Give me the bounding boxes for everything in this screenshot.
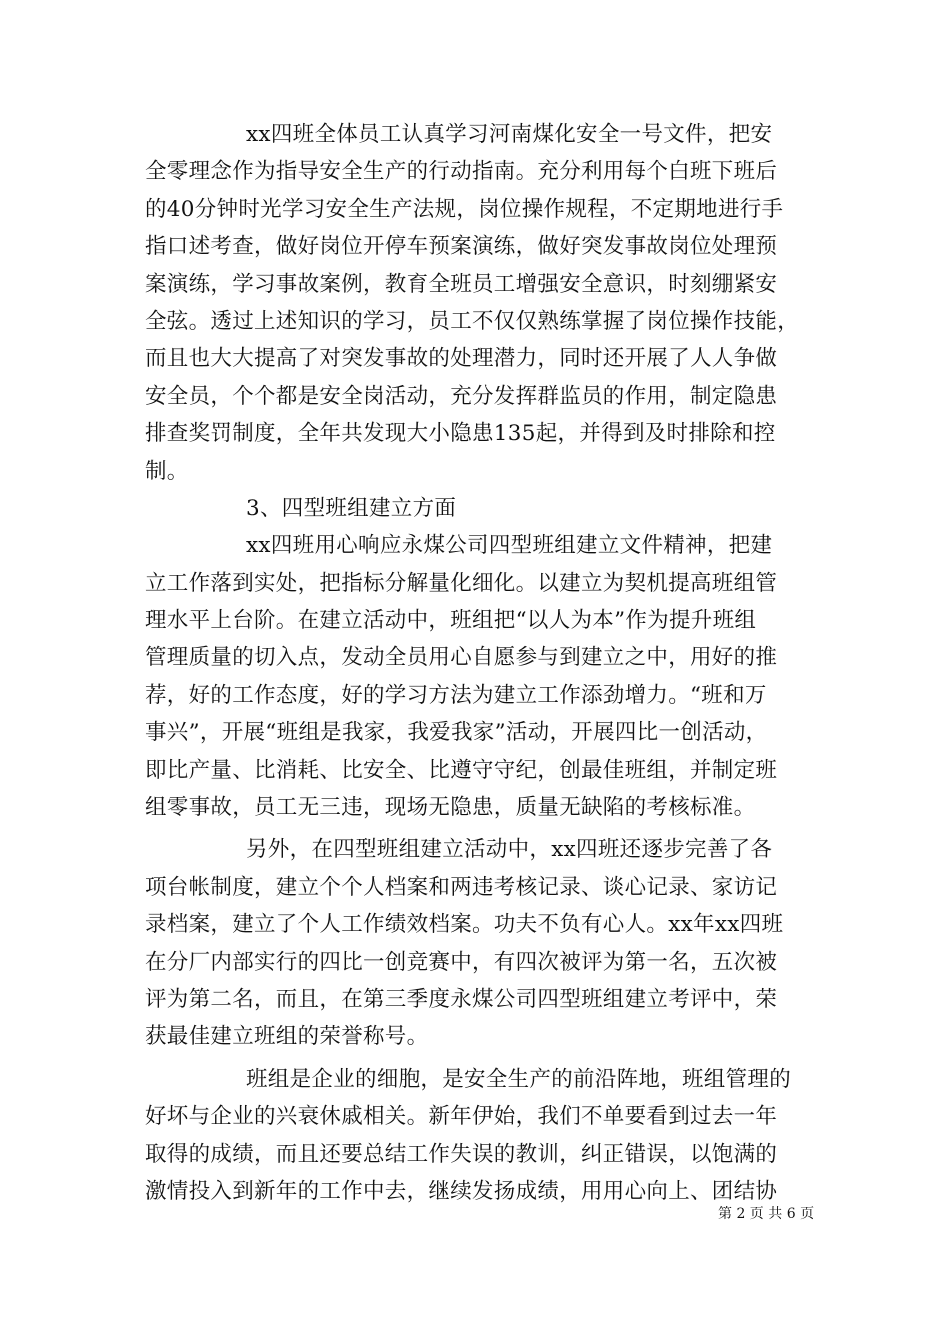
- heading-line: 3、四型班组建立方面: [246, 495, 457, 521]
- text-line: 班组是企业的细胞，是安全生产的前沿阵地，班组管理的: [246, 1066, 792, 1092]
- text-line: 理水平上台阶。在建立活动中，班组把“以人为本”作为提升班组: [145, 608, 757, 634]
- paragraph-conclusion: [145, 1061, 810, 1211]
- text-line: 全弦。透过上述知识的学习，员工不仅仅熟练掌握了岗位操作技能，: [145, 308, 800, 334]
- text-line: 项台帐制度，建立个个人档案和两违考核记录、谈心记录、家访记: [145, 874, 778, 900]
- text-line: 的40分钟时光学习安全生产法规，岗位操作规程，不定期地进行手: [145, 196, 784, 222]
- text-line: 全零理念作为指导安全生产的行动指南。充分利用每个白班下班后: [145, 159, 778, 185]
- text-line: 取得的成绩，而且还要总结工作失误的教训，纠正错误，以饱满的: [145, 1141, 778, 1167]
- text-line: 获最佳建立班组的荣誉称号。: [145, 1024, 429, 1050]
- text-line: 案演练，学习事故案例，教育全班员工增强安全意识，时刻绷紧安: [145, 271, 778, 297]
- text-line: 排查奖罚制度，全年共发现大小隐患135起，并得到及时排除和控: [145, 421, 776, 447]
- text-line: 在分厂内部实行的四比一创竞赛中，有四次被评为第一名，五次被: [145, 949, 778, 975]
- text-line: 组零事故，员工无三违，现场无隐患，质量无缺陷的考核标准。: [145, 795, 756, 821]
- text-line: 管理质量的切入点，发动全员用心自愿参与到建立之中，用好的推: [145, 645, 778, 671]
- text-line: 事兴”，开展“班组是我家，我爱我家”活动，开展四比一创活动，: [145, 720, 768, 746]
- text-line: 制。: [145, 458, 189, 484]
- paragraph-records: [145, 831, 810, 1055]
- text-line: 激情投入到新年的工作中去，继续发扬成绩，用用心向上、团结协: [145, 1178, 778, 1204]
- text-line: 另外，在四型班组建立活动中，xx四班还逐步完善了各: [246, 837, 773, 863]
- text-line: 评为第二名，而且，在第三季度永煤公司四型班组建立考评中，荣: [145, 986, 778, 1012]
- text-line: xx四班全体员工认真学习河南煤化安全一号文件，把安: [246, 122, 773, 147]
- text-line: 好坏与企业的兴衰休戚相关。新年伊始，我们不单要看到过去一年: [145, 1104, 778, 1130]
- text-line: 录档案，建立了个人工作绩效档案。功夫不负有心人。xx年xx四班: [145, 912, 784, 938]
- paragraph-safety-study: [145, 116, 810, 490]
- text-line: 安全员，个个都是安全岗活动，充分发挥群监员的作用，制定隐患: [145, 383, 778, 409]
- text-line: 而且也大大提高了对突发事故的处理潜力，同时还开展了人人争做: [145, 346, 778, 372]
- text-line: 荐，好的工作态度，好的学习方法为建立工作添劲增力。“班和万: [145, 682, 767, 708]
- text-line: 立工作落到实处，把指标分解量化细化。以建立为契机提高班组管: [145, 570, 778, 596]
- text-line: xx四班用心响应永煤公司四型班组建立文件精神，把建: [246, 533, 773, 559]
- section-heading: [145, 490, 810, 527]
- document-body: [145, 116, 810, 1210]
- paragraph-team-building: [145, 527, 810, 826]
- page-number-footer: 第 2 页 共 6 页: [718, 1206, 815, 1222]
- text-line: 指口述考查，做好岗位开停车预案演练，做好突发事故岗位处理预: [145, 234, 778, 260]
- text-line: 即比产量、比消耗、比安全、比遵守守纪，创最佳班组，并制定班: [145, 757, 778, 783]
